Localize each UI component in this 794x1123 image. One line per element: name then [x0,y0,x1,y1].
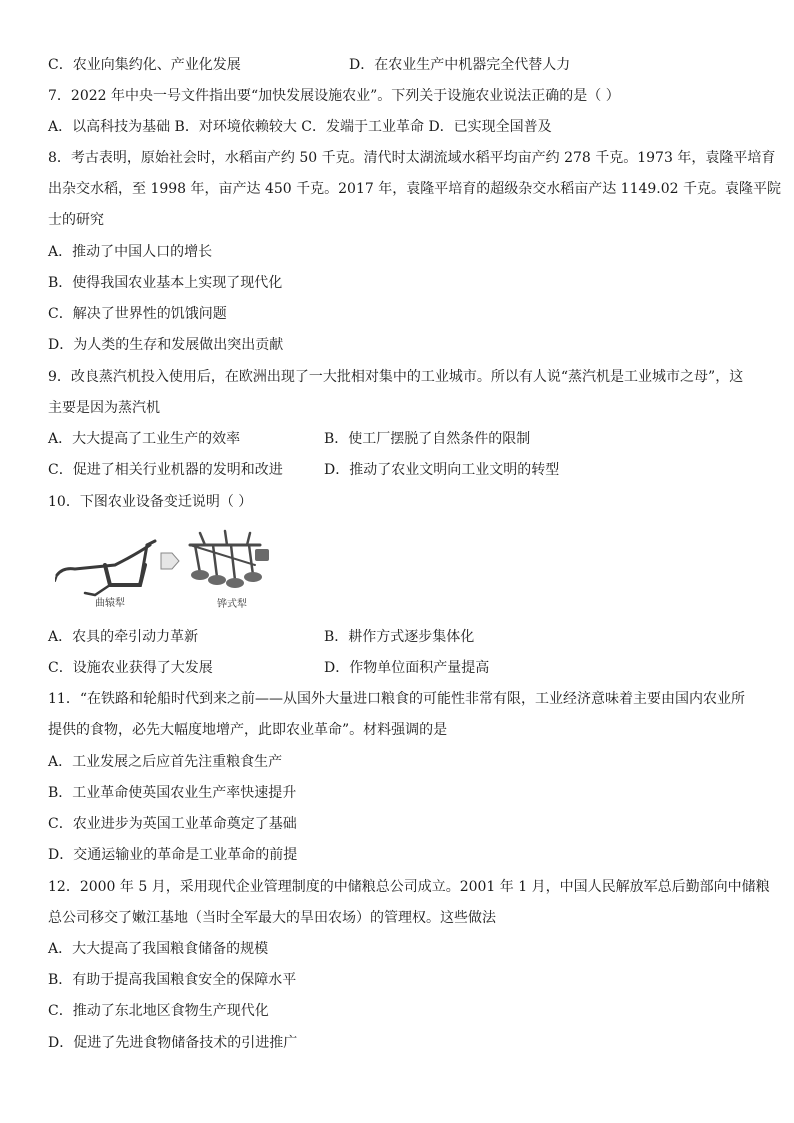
q12-stem-line2: 总公司移交了嫩江基地（当时全军最大的旱田农场）的管理权。这些做法 [48,910,496,926]
q9-option-d: D．推动了农业文明向工业文明的转型 [324,462,560,478]
q10-option-c: C．设施农业获得了大发展 [48,660,213,676]
q6-option-c: C．农业向集约化、产业化发展 [48,57,241,73]
curved-plow-caption: 曲辕犁 [95,598,125,609]
q10-option-d: D．作物单位面积产量提高 [324,660,490,676]
q12-stem-line1: 12．2000 年 5 月，采用现代企业管理制度的中储粮总公司成立。2001 年 1 月，中国人民解放军总后勤部向中储粮 [48,879,770,895]
q10-stem: 10．下图农业设备变迁说明（ ） [48,494,253,510]
q11-option-b: B．工业革命使英国农业生产率快速提升 [48,785,297,801]
q12-option-a: A．大大提高了我国粮食储备的规模 [48,941,269,957]
q8-option-c: C．解决了世界性的饥饿问题 [48,306,227,322]
q8-stem-line3: 士的研究 [48,212,104,228]
q11-stem-line1: 11．“在铁路和轮船时代到来之前——从国外大量进口粮食的可能性非常有限，工业经济意味着主要由国内农业所 [48,691,745,707]
q11-stem-line2: 提供的食物，必先大幅度地增产，此即农业革命”。材料强调的是 [48,722,448,738]
plow-discs [191,549,269,588]
q9-option-c: C．促进了相关行业机器的发明和改进 [48,462,283,478]
q7-stem: 7．2022 年中央一号文件指出要“加快发展设施农业”。下列关于设施农业说法正确的是（ ） [48,88,620,104]
plow-figure [55,525,275,610]
q8-stem-line1: 8．考古表明，原始社会时，水稻亩产约 50 千克。清代时太湖流域水稻平均亩产约 278 千克。1973 年，袁隆平培育 [48,150,776,166]
q6-option-d: D．在农业生产中机器完全代替人力 [349,57,571,73]
arrow-icon [161,553,179,569]
q12-option-b: B．有助于提高我国粮食安全的保障水平 [48,972,297,988]
q8-option-b: B．使得我国农业基本上实现了现代化 [48,275,283,291]
q10-option-b: B．耕作方式逐步集体化 [324,629,475,645]
share-plow-caption: 铧式犁 [217,599,247,610]
q12-option-c: C．推动了东北地区食物生产现代化 [48,1003,269,1019]
q9-stem-line1: 9．改良蒸汽机投入使用后，在欧洲出现了一大批相对集中的工业城市。所以有人说“蒸汽机是工业城市之母”，这 [48,369,744,385]
q9-option-a: A．大大提高了工业生产的效率 [48,431,241,447]
q11-option-a: A．工业发展之后应首先注重粮食生产 [48,754,283,770]
q11-option-d: D．交通运输业的革命是工业革命的前提 [48,847,298,863]
q10-option-a: A．农具的牵引动力革新 [48,629,199,645]
curved-plow-image [55,541,155,595]
q9-stem-line2: 主要是因为蒸汽机 [48,400,160,416]
q8-option-a: A．推动了中国人口的增长 [48,244,213,260]
q7-options: A．以高科技为基础 B．对环境依赖较大 C．发端于工业革命 D．已实现全国普及 [48,119,552,135]
q12-option-d: D．促进了先进食物储备技术的引进推广 [48,1035,298,1051]
q8-stem-line2: 出杂交水稻，至 1998 年，亩产达 450 千克。2017 年，袁隆平培育的超级杂交水稻亩产达 1149.02 千克。袁隆平院 [48,181,782,197]
q8-option-d: D．为人类的生存和发展做出突出贡献 [48,337,284,353]
q9-option-b: B．使工厂摆脱了自然条件的限制 [324,431,531,447]
q11-option-c: C．农业进步为英国工业革命奠定了基础 [48,816,297,832]
